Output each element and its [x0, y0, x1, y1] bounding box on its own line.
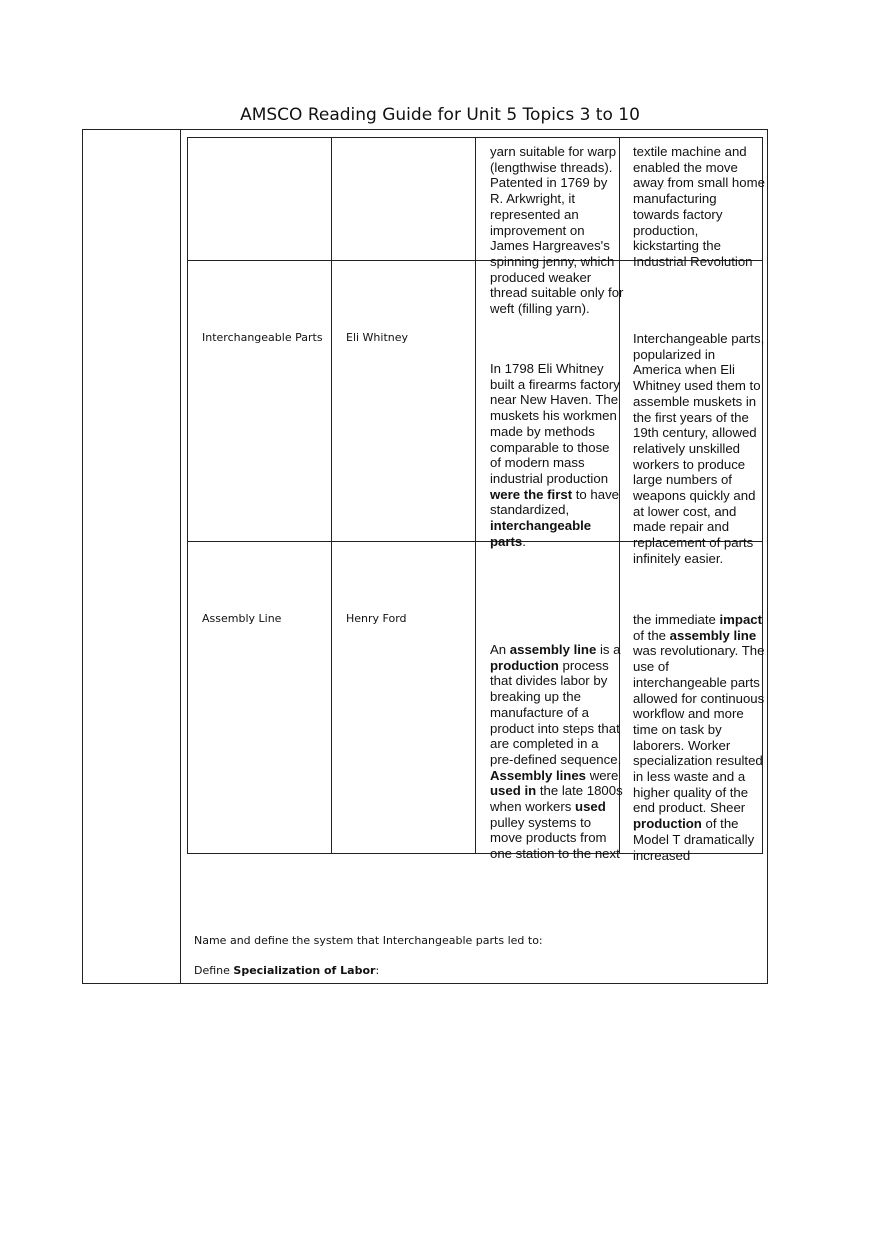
- bold-text-segment: assembly line: [509, 642, 597, 657]
- text-segment: pulley systems to move products from one station to the next: [490, 814, 620, 862]
- bold-text-segment: interchangeable parts: [490, 518, 592, 549]
- row-2-inventor: Eli Whitney: [346, 331, 409, 344]
- text-segment: process that divides labor by breaking up the manufacture of a product into steps that are completed in a pre-defined sequence.: [490, 657, 622, 767]
- text-segment: the immediate: [633, 612, 720, 627]
- row-1-impact: [633, 144, 766, 270]
- text-segment: Interchangeable parts, popularized in America when Eli Whitney used them to assemble muskets in the first years of the 19th century, allowed relatively unskilled workers to produce large numbers of weapons quickly and at lower cost, and made repair and replacement of parts infinitely easier.: [633, 331, 765, 566]
- table-column-divider-1: [331, 137, 332, 854]
- bold-text-segment: production: [633, 816, 702, 832]
- text-segment: of the: [633, 627, 670, 643]
- text-segment: textile machine and enabled the move away from small home manufacturing towards factory production, kickstarting the Industrial Revolution: [633, 144, 765, 269]
- bold-text-segment: used: [575, 799, 606, 815]
- table-column-divider-2: [475, 137, 476, 854]
- page-title: AMSCO Reading Guide for Unit 5 Topics 3 to 10: [240, 105, 640, 125]
- text-segment: An: [490, 642, 510, 657]
- row-3-description: [490, 642, 624, 862]
- system-question: Name and define the system that Interchangeable parts led to:: [194, 934, 543, 947]
- row-3-invention: Assembly Line: [202, 612, 282, 625]
- row-2-invention: Interchangeable Parts: [202, 331, 323, 344]
- bold-text-segment: impact: [719, 612, 763, 627]
- row-3-impact: [633, 612, 766, 863]
- text-segment: yarn suitable for warp (lengthwise threads). Patented in 1769 by R. Arkwright, it represented an improvement on James Hargreaves's spinning jenny, which produced weaker thread suitable only for weft (filling yarn).: [490, 144, 624, 317]
- bold-text-segment: assembly line: [669, 627, 757, 643]
- row-1-description: [490, 144, 624, 317]
- outer-column-divider: [180, 129, 181, 984]
- row-3-inventor: Henry Ford: [346, 612, 407, 625]
- define-prefix: Define: [194, 964, 234, 977]
- bold-text-segment: were the first: [490, 486, 573, 502]
- row-2-impact: [633, 331, 766, 567]
- text-segment: of the Model T dramatically increased: [633, 816, 755, 863]
- bold-text-segment: production: [490, 657, 559, 673]
- define-term: Specialization of Labor: [233, 964, 376, 977]
- bold-text-segment: Assembly lines: [490, 767, 587, 783]
- text-segment: was revolutionary. The use of interchangeable parts allowed for continuous workflow and more time on task by laborers. Worker specialization resulted in less waste and a higher quality of the end product. Sheer: [633, 643, 765, 816]
- text-segment: is a: [596, 642, 621, 657]
- row-2-description: [490, 361, 624, 549]
- text-segment: the late 1800s when workers: [490, 783, 623, 815]
- define-suffix: :: [375, 964, 380, 977]
- text-segment: In 1798 Eli Whitney built a firearms factory near New Haven. The muskets his workmen made by methods comparable to those of modern mass industrial production: [490, 361, 620, 486]
- bold-text-segment: used in: [490, 783, 537, 799]
- define-specialization-prompt: [194, 964, 379, 977]
- text-segment: to have standardized,: [490, 486, 620, 518]
- text-segment: .: [522, 533, 526, 549]
- text-segment: were: [586, 767, 619, 783]
